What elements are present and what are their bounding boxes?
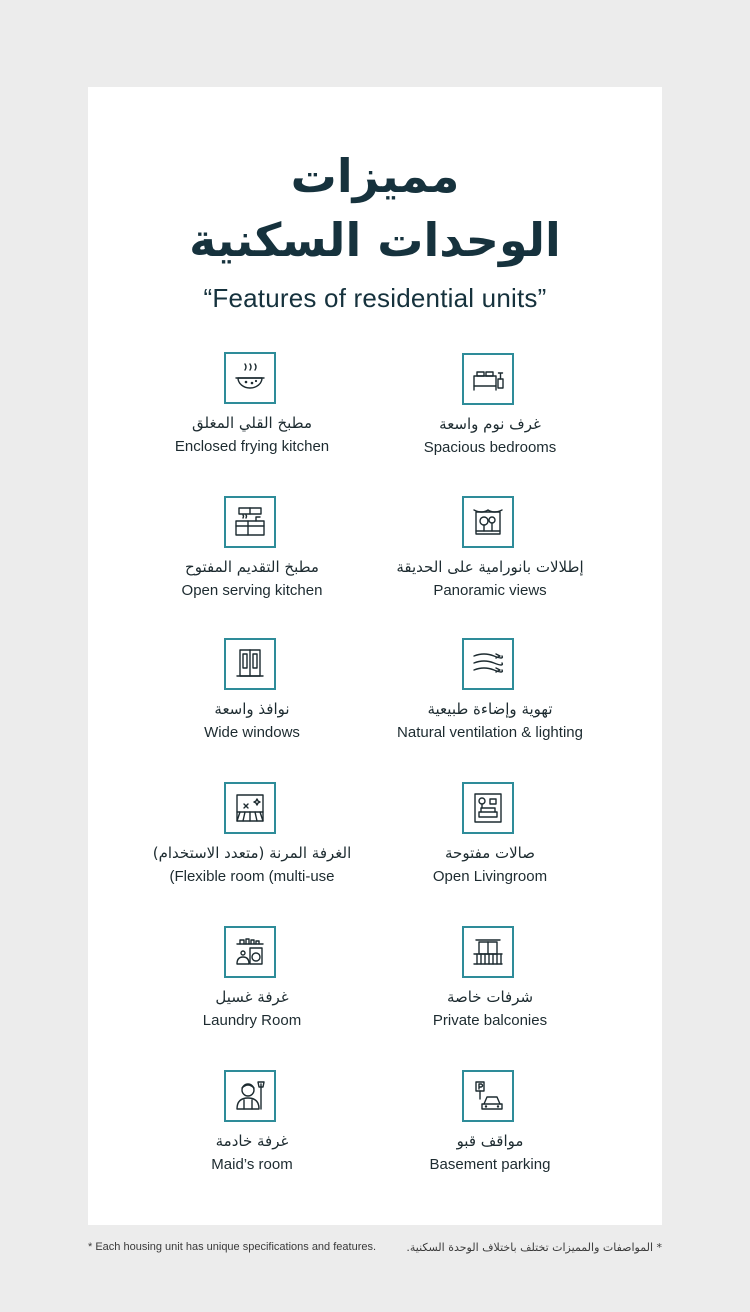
feature-label-ar: الغرفة المرنة (متعدد الاستخدام): [152, 844, 352, 862]
feature-enclosed-frying-kitchen: [132, 352, 372, 482]
features-grid: [88, 87, 662, 1225]
footnote-english: * Each housing unit has unique specifications and features.: [88, 1241, 377, 1253]
feature-label-ar: مطبخ التقديم المفتوح: [185, 558, 319, 576]
feature-label-en: Maid’s room: [211, 1156, 293, 1173]
kitchen-cabinet-icon: [224, 496, 276, 548]
feature-spacious-bedrooms: [370, 353, 610, 483]
feature-label-en: (Flexible room (multi-use: [169, 868, 335, 885]
feature-laundry-room: [132, 926, 372, 1056]
parking-icon: [462, 1070, 514, 1122]
feature-wide-windows: [132, 638, 372, 768]
feature-label-ar: مواقف قبو: [456, 1132, 524, 1150]
feature-label-ar: غرف نوم واسعة: [439, 415, 541, 433]
wind-icon: [462, 638, 514, 690]
sofa-icon: [462, 782, 514, 834]
feature-private-balconies: [370, 926, 610, 1056]
features-card: [88, 87, 662, 1225]
feature-label-en: Private balconies: [432, 1012, 548, 1029]
feature-label-ar: إطلالات بانورامية على الحديقة: [396, 558, 584, 576]
balcony-icon: [462, 926, 514, 978]
feature-label-en: Spacious bedrooms: [423, 439, 557, 456]
feature-flexible-room: [132, 782, 372, 912]
maid-icon: [224, 1070, 276, 1122]
bed-icon: [462, 353, 514, 405]
feature-label-en: Panoramic views: [433, 582, 547, 599]
feature-open-livingroom: [370, 782, 610, 912]
feature-label-en: Basement parking: [429, 1156, 551, 1173]
feature-label-ar: غرفة غسيل: [215, 988, 289, 1006]
title-arabic-line1: مميزات: [290, 149, 460, 203]
feature-label-ar: صالات مفتوحة: [445, 844, 535, 862]
feature-label-en: Natural ventilation & lighting: [397, 724, 583, 741]
feature-maids-room: [132, 1070, 372, 1200]
feature-label-ar: نوافذ واسعة: [214, 700, 290, 718]
feature-label-en: Enclosed frying kitchen: [174, 438, 330, 455]
title-arabic-line2: الوحدات السكنية: [189, 213, 561, 267]
feature-label-en: Wide windows: [204, 724, 300, 741]
feature-basement-parking: [370, 1070, 610, 1200]
cooking-pot-icon: [224, 352, 276, 404]
feature-open-serving-kitchen: [132, 496, 372, 626]
feature-label-ar: مطبخ القلي المغلق: [192, 414, 312, 432]
feature-label-en: Laundry Room: [202, 1012, 302, 1029]
feature-label-ar: شرفات خاصة: [446, 988, 534, 1006]
feature-label-en: Open serving kitchen: [181, 582, 323, 599]
title-english: “Features of residential units”: [203, 283, 547, 313]
garden-view-icon: [462, 496, 514, 548]
flexible-room-icon: [224, 782, 276, 834]
feature-label-en: Open Livingroom: [432, 868, 548, 885]
feature-natural-ventilation: [370, 638, 610, 768]
washing-machine-icon: [224, 926, 276, 978]
feature-panoramic-views: [370, 496, 610, 626]
footnote-arabic: * المواصفات والمميزات تختلف باختلاف الوحدة السكنية.: [406, 1241, 662, 1254]
feature-label-ar: غرفة خادمة: [215, 1132, 289, 1150]
window-icon: [224, 638, 276, 690]
feature-label-ar: تهوية وإضاءة طبيعية: [427, 700, 553, 718]
